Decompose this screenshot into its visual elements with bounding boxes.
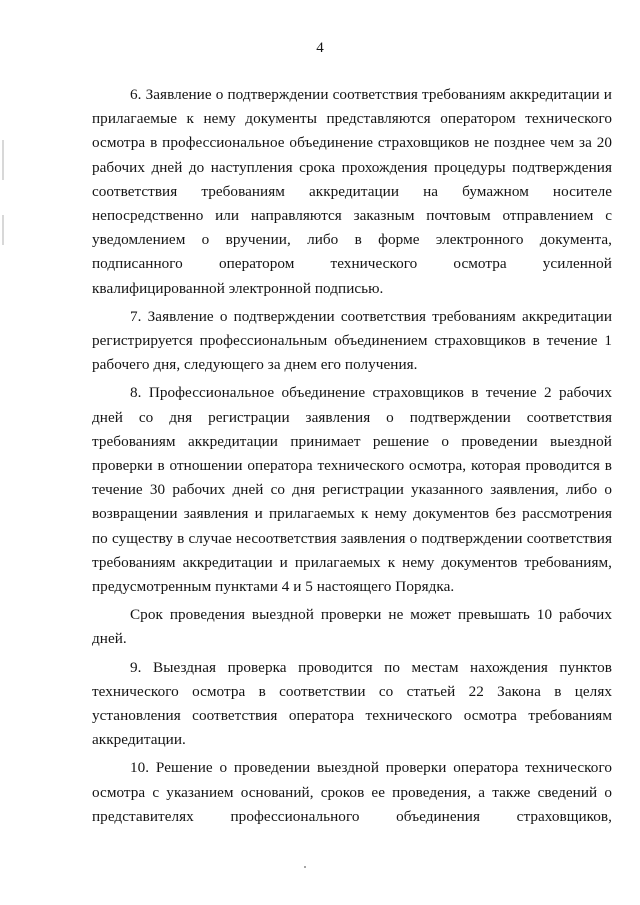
paragraph-7: 7. Заявление о подтверждении соответствия требованиям аккредитации регистрируется профессиональным объединением страховщиков в течение 1 рабочего дня, следующего за днем его получения. <box>92 307 612 374</box>
paragraph-10: 10. Решение о проведении выездной проверки оператора технического осмотра с указанием оснований, сроков ее проведения, а также сведений о представителях профессионального объединения страховщиков, <box>92 759 612 825</box>
document-body <box>92 83 612 829</box>
paragraph-6: 6. Заявление о подтверждении соответствия требованиям аккредитации и прилагаемые к нему документы представляются оператором технического осмотра в профессиональное объединение страховщиков не позднее чем за 20 рабочих дней до наступления срока прохождения процедуры подтверждения соответствия требованиям аккредитации на бумажном носителе непосредственно или направляются заказным почтовым отправлением с уведомлением о вручении, либо в форме электронного документа, подписанного оператором технического осмотра усиленной квалифицированной электронной подписью. <box>92 86 612 297</box>
scan-edge-mark <box>2 215 4 245</box>
scan-edge-mark <box>2 140 4 180</box>
paragraph-9: 9. Выездная проверка проводится по местам нахождения пунктов технического осмотра в соответствии со статьей 22 Закона в целях установления соответствия оператора технического осмотра требованиям аккредитации. <box>92 658 612 749</box>
page-number: 4 <box>316 40 324 56</box>
scan-speck <box>304 866 306 868</box>
paragraph-inspection-duration: Срок проведения выездной проверки не может превышать 10 рабочих дней. <box>92 606 612 648</box>
paragraph-8: 8. Профессиональное объединение страховщиков в течение 2 рабочих дней со дня регистрации заявления о подтверждении соответствия требованиям аккредитации принимает решение о проведении выездной проверки в отношении оператора технического осмотра, которая проводится в течение 30 рабочих дней со дня регистрации указанного заявления, либо о возвращении заявления и прилагаемых к нему документов без рассмотрения по существу в случае несоответствия заявления о подтверждении соответствия требованиям аккредитации и прилагаемых к нему документов требованиям, предусмотренным пунктами 4 и 5 настоящего Порядка. <box>92 384 612 596</box>
